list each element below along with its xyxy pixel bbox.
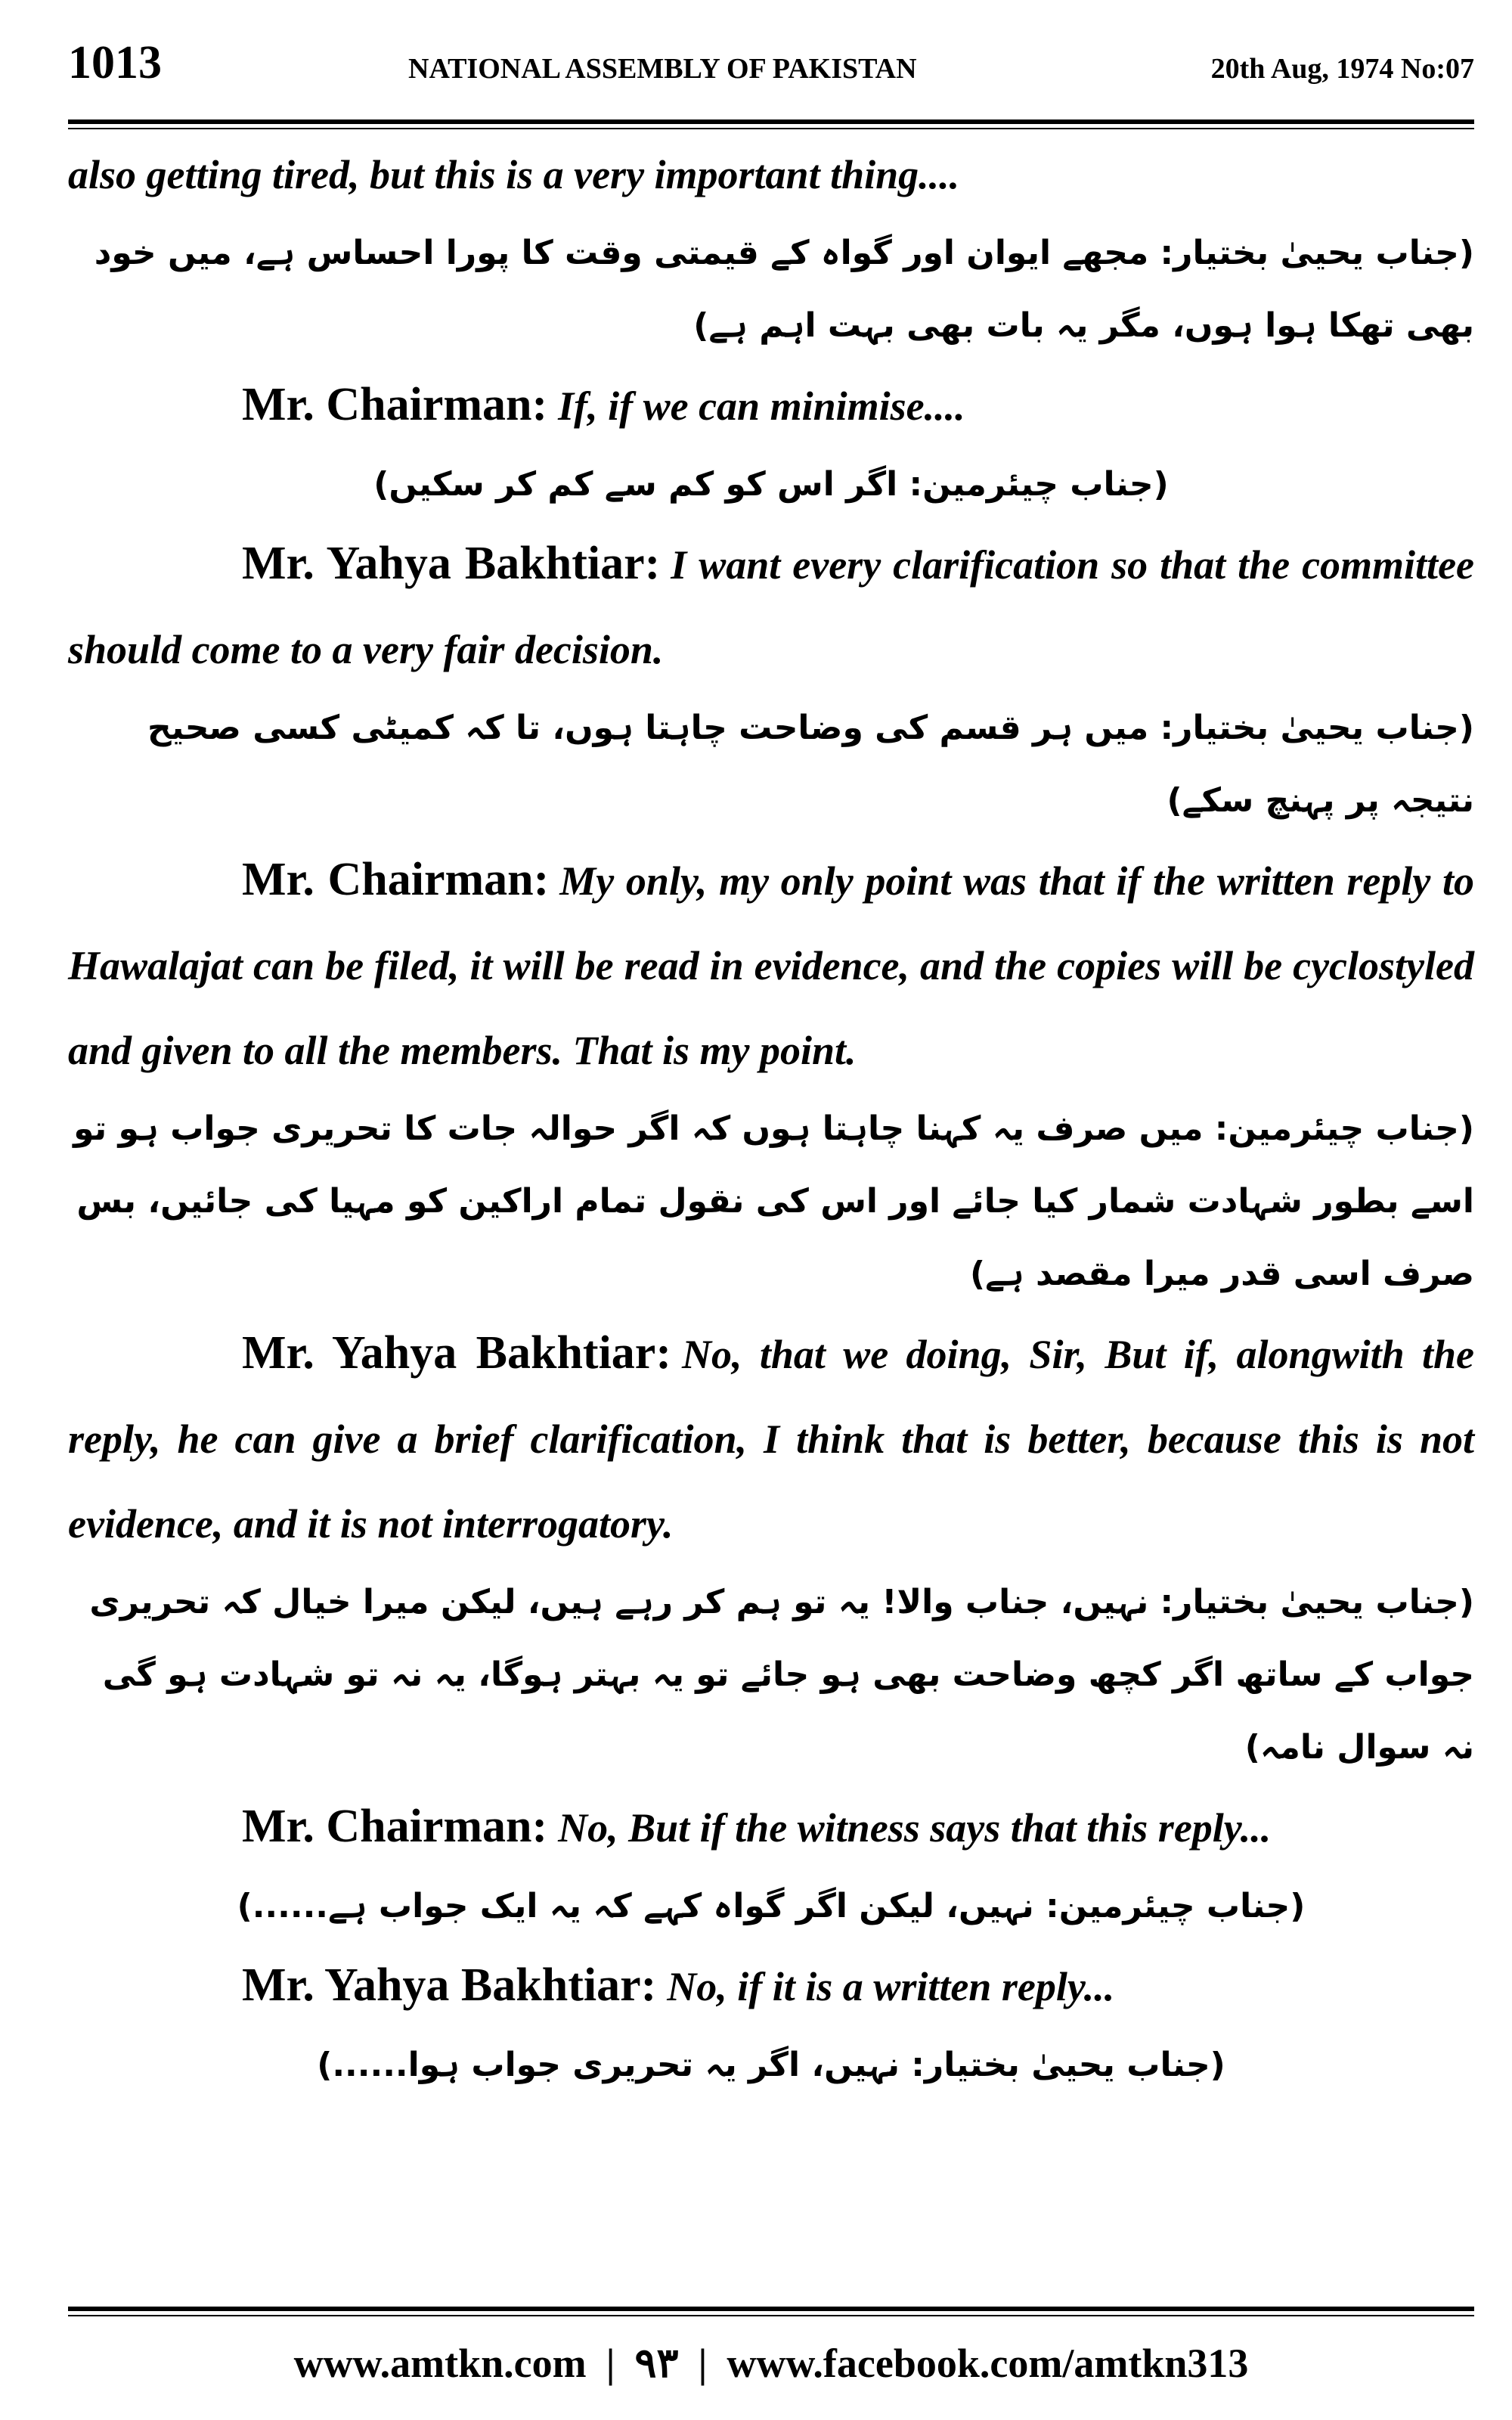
header-rule-thin [68, 128, 1474, 129]
english-paragraph [68, 1311, 1474, 1566]
urdu-paragraph: (جناب چیئرمین: نہیں، لیکن اگر گواہ کہے کہ یہ ایک جواب ہے......) [237, 1887, 1306, 1925]
page-footer [68, 2307, 1474, 2397]
speech-text: No, But if the witness says that this reply... [558, 1805, 1272, 1851]
english-paragraph [68, 362, 1474, 448]
english-paragraph: also getting tired, but this is a very important thing.... [68, 152, 960, 197]
urdu-paragraph: (جناب یحییٰ بختیار: میں ہر قسم کی وضاحت چاہتا ہوں، تا کہ کمیٹی کسی صحیح نتیجہ پر پہنچ سکے) [147, 709, 1474, 820]
speaker-name: Mr. Yahya Bakhtiar: [242, 1327, 671, 1379]
page-number: 1013 [68, 37, 162, 88]
footer-website-link[interactable]: www.amtkn.com [293, 2341, 587, 2386]
footer-rule-thin [68, 2315, 1474, 2316]
page-header [68, 36, 1474, 97]
urdu-paragraph: (جناب یحییٰ بختیار: نہیں، اگر یہ تحریری جواب ہوا......) [317, 2046, 1225, 2084]
footer-separator: | [606, 2341, 615, 2386]
speech-text: If, if we can minimise.... [558, 383, 965, 429]
english-paragraph [68, 1784, 1474, 1870]
urdu-paragraph: (جناب چیئرمین: اگر اس کو کم سے کم کر سکیں) [373, 465, 1169, 504]
urdu-paragraph: (جناب یحییٰ بختیار: نہیں، جناب والا! یہ تو ہم کر رہے ہیں، لیکن میرا خیال کہ تحریری جواب کے ساتھ اگر کچھ وضاحت بھی ہو جائے تو یہ بہتر ہوگا، یہ نہ تو شہادت ہو گی نہ سوال نامہ) [89, 1583, 1474, 1767]
english-paragraph [68, 837, 1474, 1093]
header-title: NATIONAL ASSEMBLY OF PAKISTAN [408, 53, 917, 85]
speaker-name: Mr. Yahya Bakhtiar: [242, 538, 661, 589]
footer-text [68, 2337, 1474, 2390]
header-rule-thick [68, 119, 1474, 124]
footer-facebook-link[interactable]: www.facebook.com/amtkn313 [727, 2341, 1249, 2386]
footer-page-number-urdu: ۹۳ [634, 2341, 679, 2386]
header-date-number: 20th Aug, 1974 No:07 [1210, 53, 1474, 85]
urdu-paragraph: (جناب چیئرمین: میں صرف یہ کہنا چاہتا ہوں کہ اگر حوالہ جات کا تحریری جواب ہو تو اسے بطور شہادت شمار کیا جائے اور اس کی نقول تمام اراکین کو مہیا کی جائیں، بس صرف اسی قدر میرا مقصد ہے) [73, 1109, 1474, 1293]
english-paragraph [68, 1943, 1474, 2029]
speech-text: My only, my only point was that if the written reply to Hawalajat can be filed, it will be read in evidence, and the copies will be cyclostyled and given to all the members. That is my point. [68, 858, 1474, 1073]
speech-text: No, if it is a written reply... [667, 1964, 1115, 2009]
footer-separator: | [698, 2341, 708, 2386]
urdu-paragraph: (جناب یحییٰ بختیار: مجھے ایوان اور گواہ کے قیمتی وقت کا پورا احساس ہے، میں خود بھی تھکا ہوا ہوں، مگر یہ بات بھی بہت اہم ہے) [94, 234, 1474, 345]
document-page [68, 23, 1474, 2397]
speaker-name: Mr. Chairman: [242, 1801, 548, 1852]
footer-rule-thick [68, 2307, 1474, 2311]
english-paragraph [68, 521, 1474, 692]
speaker-name: Mr. Yahya Bakhtiar: [242, 1959, 657, 2011]
speaker-name: Mr. Chairman: [242, 379, 548, 430]
speech-text: I want every clarification so that the committee should come to a very fair decision. [68, 542, 1474, 672]
transcript-body [68, 132, 1474, 2102]
speech-text: No, that we doing, Sir, But if, alongwith the reply, he can give a brief clarification, I think that is better, because this is not evidence, and it is not interrogatory. [68, 1332, 1474, 1547]
speaker-name: Mr. Chairman: [242, 854, 550, 905]
